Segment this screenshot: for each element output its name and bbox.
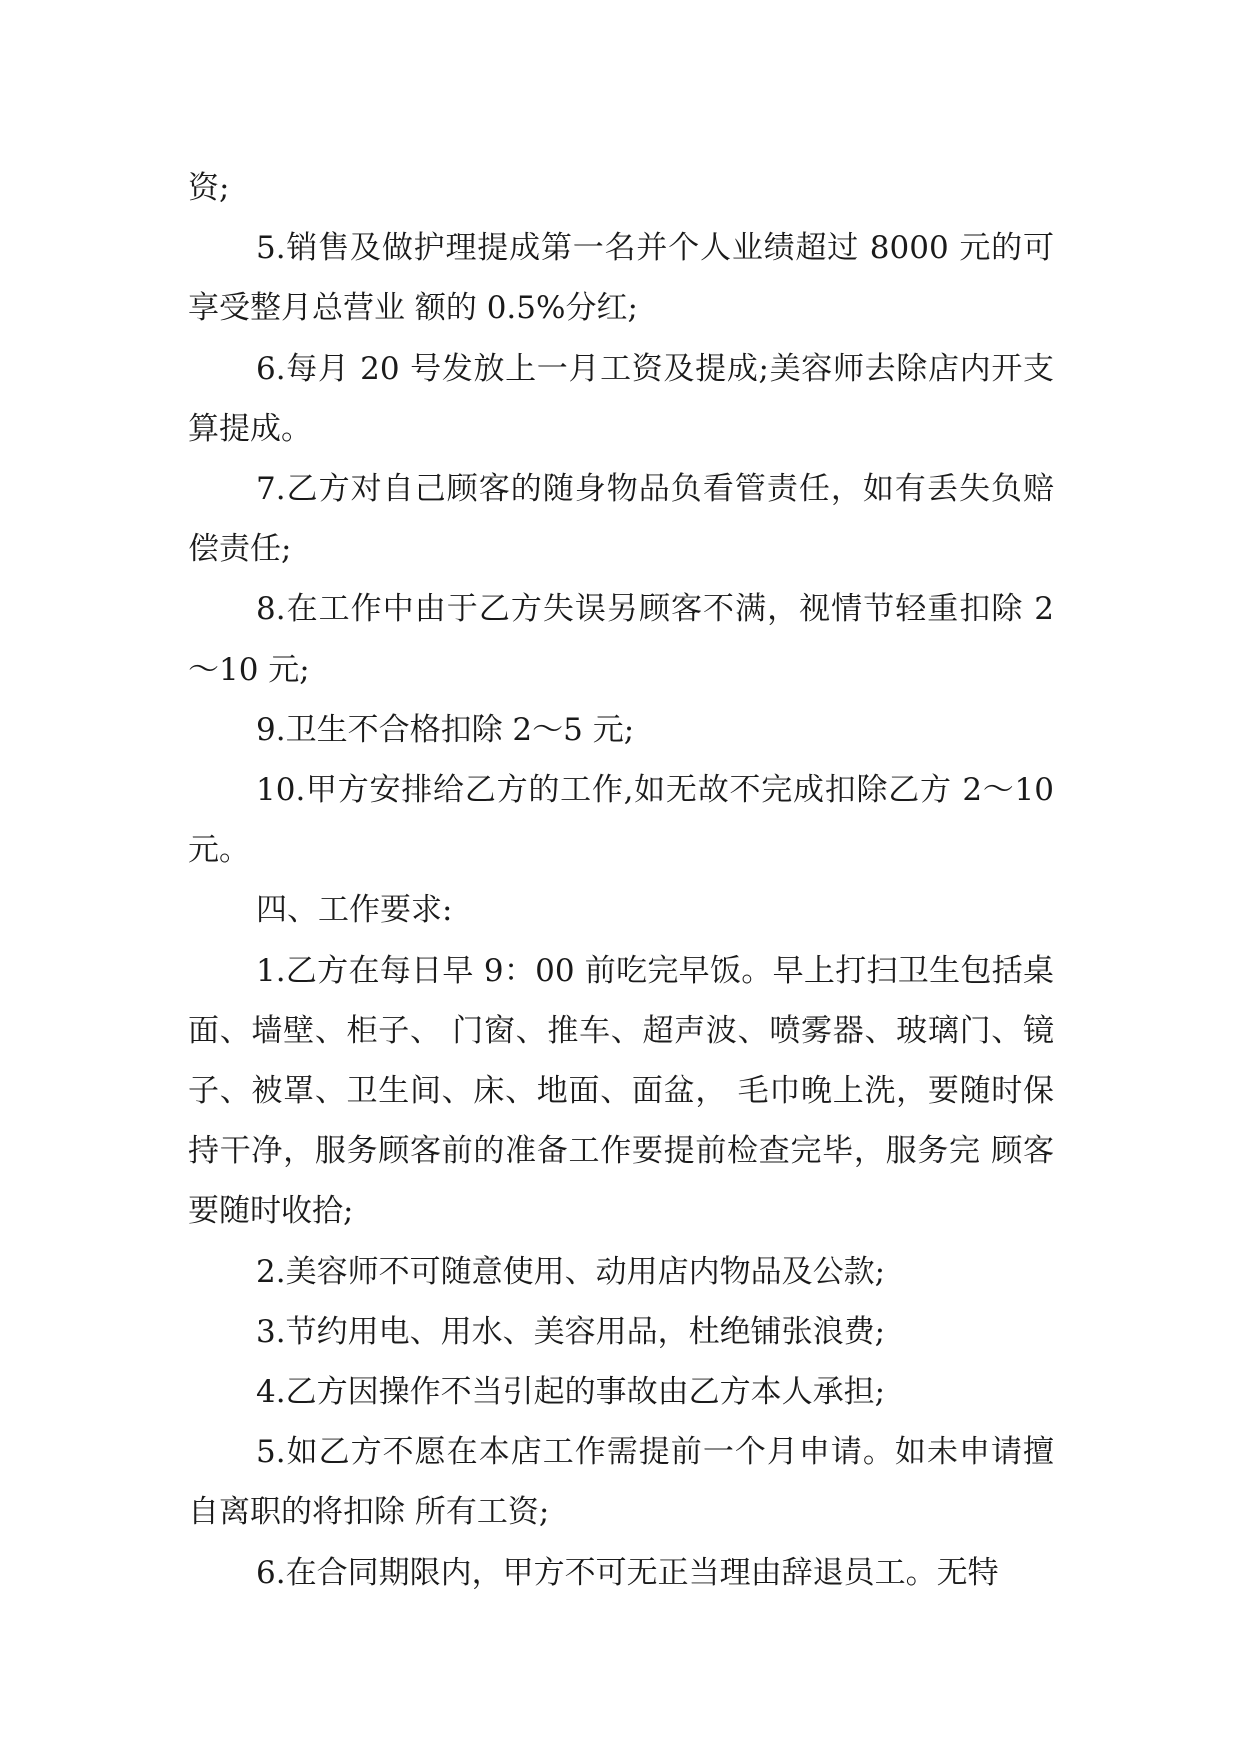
paragraph: 8.在工作中由于乙方失误另顾客不满，视情节轻重扣除 2～10 元;	[188, 591, 1054, 688]
paragraph: 3.节约用电、用水、美容用品，杜绝铺张浪费;	[256, 1313, 886, 1350]
paragraph: 资;	[188, 170, 230, 206]
document-body	[188, 158, 1054, 1603]
paragraph: 6.每月 20 号发放上一月工资及提成;美容师去除店内开支算提成。	[188, 350, 1054, 447]
paragraph: 10.甲方安排给乙方的工作,如无故不完成扣除乙方 2～10 元。	[188, 772, 1054, 869]
paragraph: 四、工作要求:	[256, 892, 453, 929]
paragraph: 4.乙方因操作不当引起的事故由乙方本人承担;	[256, 1374, 886, 1411]
paragraph: 1.乙方在每日早 9：00 前吃完早饭。早上打扫卫生包括桌面、墙壁、柜子、 门窗、推车、超声波、喷雾器、玻璃门、镜子、被罩、卫生间、床、地面、面盆， 毛巾晚上洗，要随时保持干净，服务顾客前的准备工作要提前检查完毕，服务完 顾客要随时收拾;	[188, 952, 1054, 1230]
paragraph: 2.美容师不可随意使用、动用店内物品及公款;	[256, 1253, 886, 1290]
paragraph: 9.卫生不合格扣除 2～5 元;	[256, 711, 635, 748]
paragraph: 5.如乙方不愿在本店工作需提前一个月申请。如未申请擅自离职的将扣除 所有工资;	[188, 1434, 1054, 1531]
paragraph: 7.乙方对自己顾客的随身物品负看管责任，如有丢失负赔偿责任;	[188, 471, 1054, 568]
paragraph: 6.在合同期限内，甲方不可无正当理由辞退员工。无特	[256, 1554, 999, 1591]
paragraph: 5.销售及做护理提成第一名并个人业绩超过 8000 元的可享受整月总营业 额的 0.5%分红;	[188, 230, 1054, 327]
